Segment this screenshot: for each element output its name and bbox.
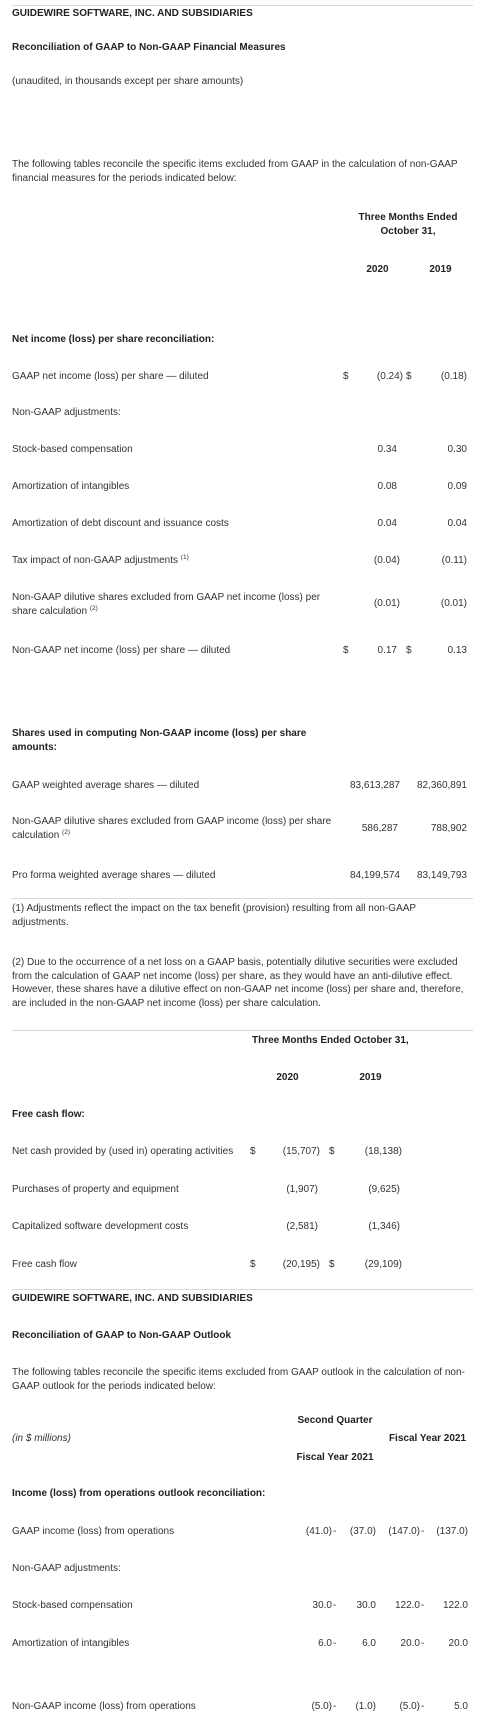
q2-high: 30.0 [356,1600,376,1611]
row-label-text: Tax impact of non-GAAP adjustments [12,555,179,566]
range-dash: - [421,1638,425,1649]
value-2019: (1,346) [368,1221,400,1232]
currency-symbol: $ [329,1146,335,1157]
value-2020: (15,707) [282,1146,320,1157]
report-title: Reconciliation of GAAP to Non-GAAP Financial Measures [12,42,286,53]
period-header-line1: Three Months Ended [358,212,458,223]
footnote-ref: (1) [180,554,189,561]
fcf-period-header: Three Months Ended October 31, [252,1035,409,1046]
fy-low: (5.0) [399,1701,420,1712]
value-2019: 0.30 [447,444,467,455]
value-2019: 0.13 [447,645,467,656]
q2-high: (37.0) [349,1526,376,1537]
value-2020: (0.04) [373,555,400,566]
currency-symbol: $ [329,1259,335,1270]
row-label: Capitalized software development costs [12,1221,189,1232]
currency-symbol: $ [406,645,412,656]
row-label: Amortization of debt discount and issuance costs [12,518,229,529]
fcf-divider [12,1030,473,1031]
value-2019: (0.11) [441,555,467,566]
row-label [12,591,342,618]
value-2020: (20,195) [282,1259,320,1270]
section2-divider [12,1289,473,1290]
currency-symbol: $ [250,1146,256,1157]
footnote-divider [12,898,473,899]
value-2019: 82,360,891 [416,780,467,791]
value-2019: (0.18) [440,371,467,382]
value-2020: 84,199,574 [349,870,400,881]
row-label: Pro forma weighted average shares — diluted [12,870,216,881]
q2-low: 6.0 [318,1638,332,1649]
range-dash: - [421,1526,425,1537]
fcf-heading: Free cash flow: [12,1109,85,1120]
currency-symbol: $ [343,371,349,382]
value-2019: 0.04 [447,518,467,529]
value-2020: 0.34 [377,444,397,455]
row-label-text: Non-GAAP dilutive shares excluded from GAAP income (loss) per share calculation [12,816,332,841]
fcf-column-2019: 2019 [359,1072,382,1083]
report-subtitle: (unaudited, in thousands except per share amounts) [12,76,244,87]
fy-high: 122.0 [442,1600,468,1611]
outlook-title: Reconciliation of GAAP to Non-GAAP Outlook [12,1330,232,1341]
value-2020: 0.17 [377,645,397,656]
row-label-text: Non-GAAP dilutive shares excluded from GAAP net income (loss) per share calculation [12,592,321,617]
row-label: GAAP net income (loss) per share — diluted [12,371,209,382]
range-dash: - [421,1600,425,1611]
value-2019: 788,902 [430,823,467,834]
row-label: Non-GAAP net income (loss) per share — diluted [12,645,231,656]
fy-low: 20.0 [400,1638,420,1649]
column-2019: 2019 [429,264,452,275]
footnote-1: (1) Adjustments reflect the impact on the tax benefit (provision) resulting from all non-GAAP adjustments. [12,903,416,928]
q2-low: (41.0) [305,1526,332,1537]
row-label: Non-GAAP adjustments: [12,407,121,418]
row-label: Amortization of intangibles [12,481,130,492]
period-header [348,211,468,238]
fcf-column-2020: 2020 [276,1072,299,1083]
q2-low: 30.0 [312,1600,332,1611]
currency-symbol: $ [343,645,349,656]
q2-high: (1.0) [355,1701,376,1712]
units-label: (in $ millions) [12,1433,71,1444]
column-fiscal-year: Fiscal Year 2021 [388,1433,467,1444]
row-label: Free cash flow [12,1259,78,1270]
intro-paragraph: The following tables reconcile the specific items excluded from GAAP in the calculation of non-GAAP financial measures for the periods indicated below: [12,159,458,184]
row-label: Stock-based compensation [12,1600,133,1611]
row-label: Purchases of property and equipment [12,1184,179,1195]
top-divider [12,5,473,6]
column-2020: 2020 [366,264,389,275]
footnote-ref: (2) [89,604,98,612]
value-2019: (9,625) [368,1184,400,1195]
footnote-ref: (2) [62,828,70,836]
column-second-quarter-sub: Fiscal Year 2021 [296,1452,374,1463]
value-2020: 0.04 [377,518,397,529]
value-2019: 83,149,793 [416,870,467,881]
value-2019: (0.01) [440,598,467,609]
eps-heading: Net income (loss) per share reconciliation: [12,334,215,345]
value-2020: 0.08 [377,481,397,492]
row-label: GAAP income (loss) from operations [12,1526,175,1537]
value-2020: (0.01) [373,598,400,609]
range-dash: - [421,1701,425,1712]
value-2019: 0.09 [447,481,467,492]
range-dash: - [333,1526,337,1537]
value-2020: 586,287 [361,823,398,834]
column-second-quarter: Second Quarter [297,1415,373,1426]
period-header-line2: October 31, [380,225,436,237]
company-name: GUIDEWIRE SOFTWARE, INC. AND SUBSIDIARIES [12,8,253,19]
footnote-2: (2) Due to the occurrence of a net loss on a GAAP basis, potentially dilutive securities were excluded from the calculation of GAAP net income (loss) per share, as they would have an anti-dilutive effect. However, these shares have a dilutive effect on non-GAAP net income (loss) per share and, therefore, are included in the non-GAAP net income (loss) per share calculation. [12,957,464,1009]
outlook-intro: The following tables reconcile the specific items excluded from GAAP outlook in the calculation of non-GAAP outlook for the periods indicated below: [12,1367,465,1392]
row-label: GAAP weighted average shares — diluted [12,780,200,791]
fy-high: 5.0 [454,1701,468,1712]
row-label [12,815,342,842]
fy-high: 20.0 [448,1638,468,1649]
fy-low: 122.0 [394,1600,420,1611]
shares-heading: Shares used in computing Non-GAAP income (loss) per share amounts: [12,728,307,753]
range-dash: - [333,1600,337,1611]
fy-low: (147.0) [388,1526,420,1537]
row-label: Amortization of intangibles [12,1638,130,1649]
outlook-heading: Income (loss) from operations outlook reconciliation: [12,1488,266,1499]
value-2020: (2,581) [286,1221,318,1232]
range-dash: - [333,1701,337,1712]
range-dash: - [333,1638,337,1649]
value-2020: (0.24) [376,371,403,382]
row-label: Non-GAAP adjustments: [12,1563,121,1574]
row-label [12,554,189,568]
q2-low: (5.0) [311,1701,332,1712]
row-label: Non-GAAP income (loss) from operations [12,1701,196,1712]
company-name-2: GUIDEWIRE SOFTWARE, INC. AND SUBSIDIARIES [12,1293,253,1304]
fy-high: (137.0) [436,1526,468,1537]
row-label: Net cash provided by (used in) operating activities [12,1146,234,1157]
q2-high: 6.0 [362,1638,376,1649]
value-2019: (29,109) [364,1259,402,1270]
value-2019: (18,138) [364,1146,402,1157]
value-2020: 83,613,287 [349,780,400,791]
value-2020: (1,907) [286,1184,318,1195]
row-label: Stock-based compensation [12,444,133,455]
currency-symbol: $ [406,371,412,382]
currency-symbol: $ [250,1259,256,1270]
